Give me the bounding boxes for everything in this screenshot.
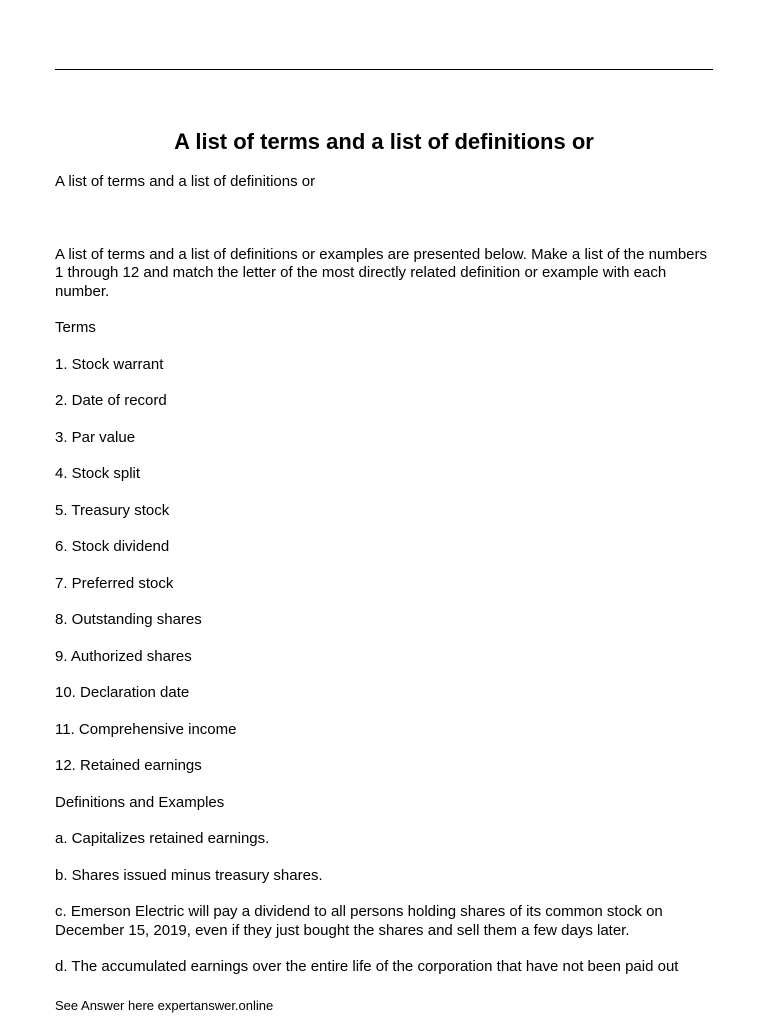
definition-item: d. The accumulated earnings over the entire life of the corporation that have not been paid out [55, 958, 679, 975]
term-item: 8. Outstanding shares [55, 611, 202, 628]
definition-item: c. Emerson Electric will pay a dividend to all persons holding shares of its common stock on December 15, 2019, even if they just bought the shares and sell them a few days later. [55, 903, 663, 939]
document-title: A list of terms and a list of definitions or [174, 129, 594, 154]
term-item: 5. Treasury stock [55, 501, 170, 519]
term-item: 3. Par value [55, 428, 136, 446]
term-item: 4. Stock split [55, 465, 141, 482]
terms-list [55, 356, 715, 776]
term-item: 12. Retained earnings [55, 757, 202, 774]
term-item: 1. Stock warrant [55, 355, 164, 373]
terms-heading: Terms [55, 319, 96, 336]
footer-link-text: See Answer here expertanswer.online [55, 998, 274, 1013]
term-item: 10. Declaration date [55, 684, 190, 701]
term-item: 2. Date of record [55, 392, 167, 409]
document-subtitle: A list of terms and a list of definitions or [55, 173, 316, 190]
definitions-heading: Definitions and Examples [55, 793, 225, 811]
term-item: 9. Authorized shares [55, 647, 192, 665]
term-item: 7. Preferred stock [55, 574, 174, 592]
definition-item: b. Shares issued minus treasury shares. [55, 866, 323, 884]
top-horizontal-rule [55, 69, 713, 70]
definitions-list [55, 830, 715, 977]
term-item: 11. Comprehensive income [55, 720, 237, 738]
definition-item: a. Capitalizes retained earnings. [55, 830, 270, 847]
document-body [55, 173, 715, 995]
intro-paragraph: A list of terms and a list of definitions or examples are presented below. Make a list of the numbers 1 through 12 and match the letter of the most directly related definition or example with each number. [55, 245, 707, 300]
term-item: 6. Stock dividend [55, 538, 170, 555]
